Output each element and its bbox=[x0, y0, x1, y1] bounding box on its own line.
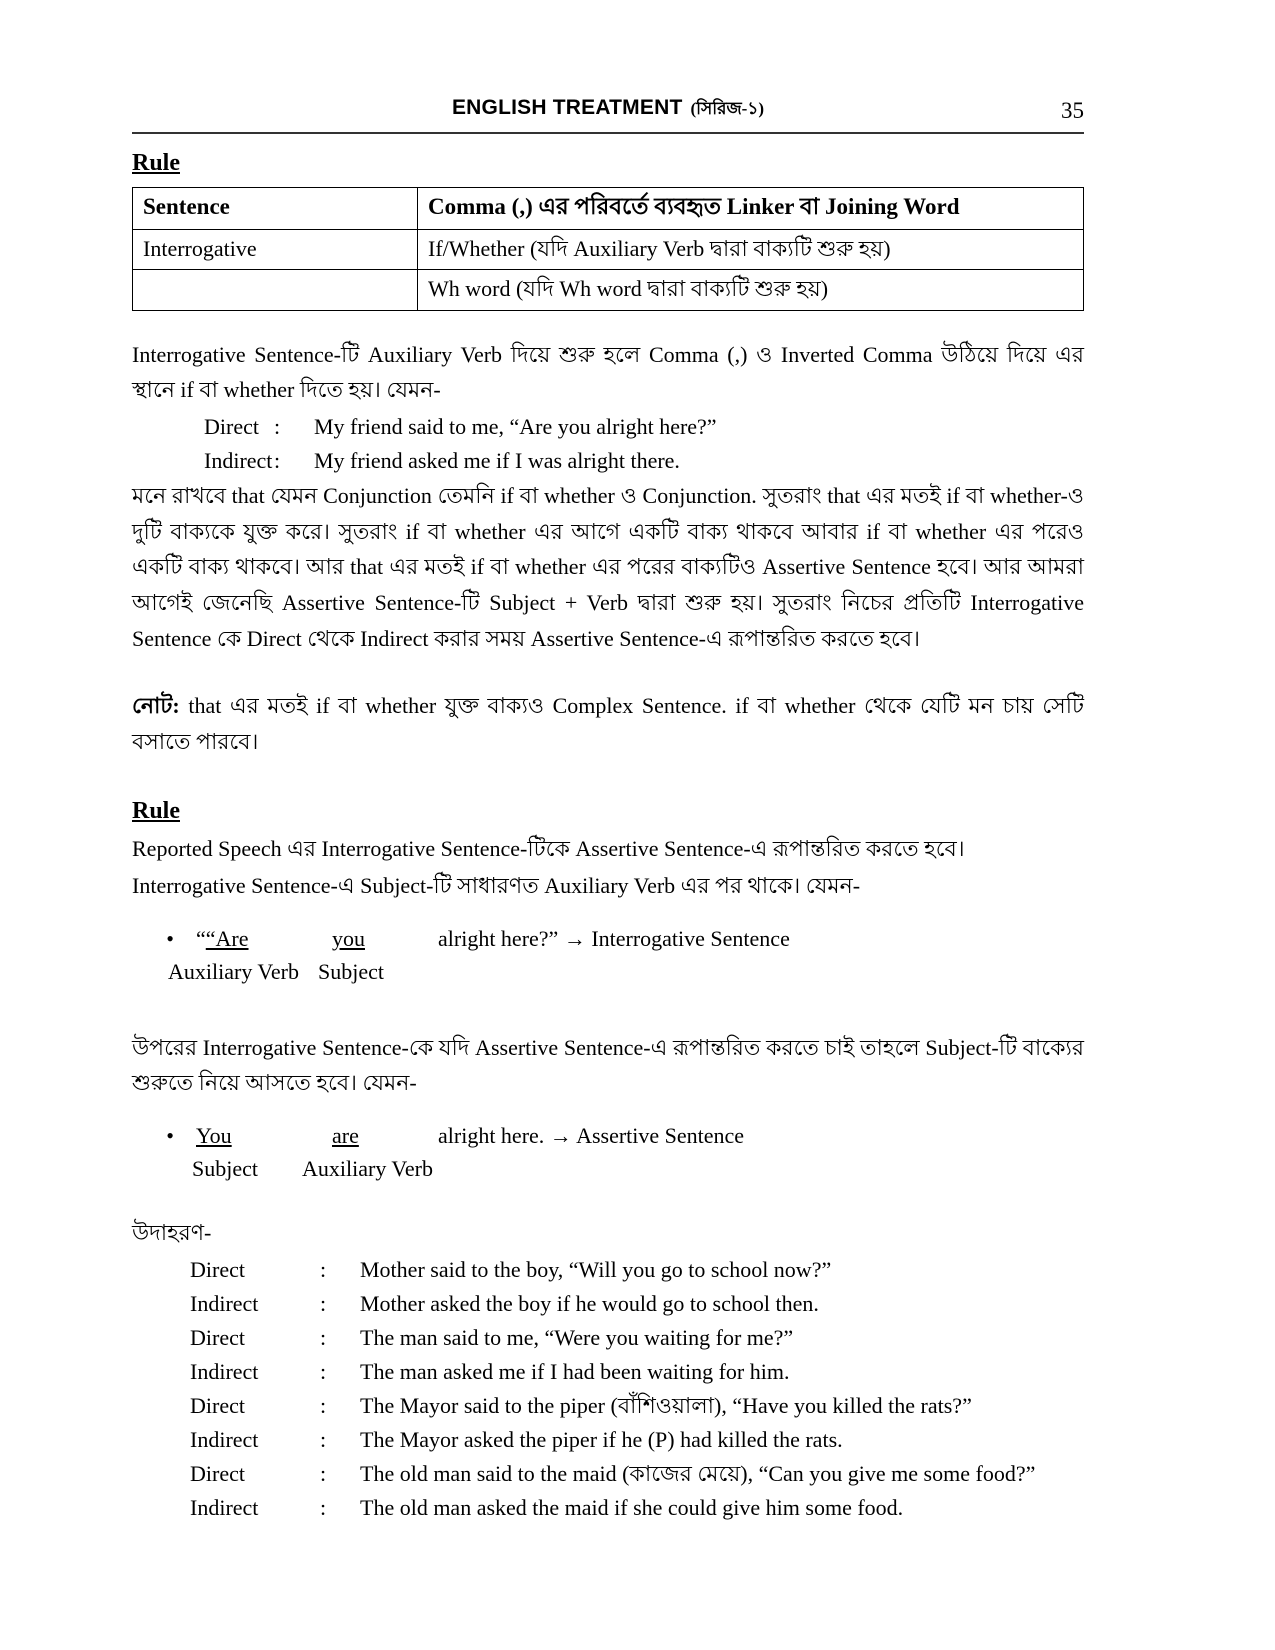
examples-heading: উদাহরণ- bbox=[132, 1220, 212, 1246]
rule-2-paragraph-2: Interrogative Sentence-এ Subject-টি সাধারণত Auxiliary Verb এর পর থাকে। যেমন- bbox=[132, 873, 861, 899]
column-header-linker: Comma (,) এর পরিবর্তে ব্যবহৃত Linker বা Joining Word bbox=[418, 188, 1084, 230]
example-colon: : bbox=[274, 414, 281, 439]
bullet-marker: • bbox=[166, 1123, 174, 1149]
example-row bbox=[132, 444, 1084, 478]
example-text: My friend said to me, “Are you alright here?” bbox=[314, 414, 717, 439]
example-label: Direct bbox=[190, 1256, 245, 1282]
example-label: Indirect bbox=[190, 1495, 259, 1521]
note-label: নোট: bbox=[132, 693, 180, 719]
example-text: The man said to me, “Were you waiting for me?” bbox=[360, 1324, 794, 1350]
example-colon: : bbox=[320, 1427, 327, 1453]
cell-linker-wh-word: Wh word (যদি Wh word দ্বারা বাক্যটি শুরু হয়) bbox=[418, 270, 1084, 311]
example-text: My friend asked me if I was alright there. bbox=[314, 448, 680, 474]
example-label: Indirect bbox=[190, 1358, 259, 1384]
spacer bbox=[132, 1185, 1084, 1215]
example-row bbox=[132, 1355, 1084, 1389]
bullet-part-1: ““Are bbox=[196, 925, 249, 951]
example-text: The man asked me if I had been waiting for him. bbox=[360, 1358, 790, 1384]
bullet-part-2: are bbox=[332, 1123, 359, 1149]
example-colon: : bbox=[320, 1358, 327, 1384]
label-spacer bbox=[132, 1152, 192, 1185]
example-text: Mother said to the boy, “Will you go to school now?” bbox=[360, 1256, 832, 1282]
bullet-line bbox=[132, 922, 1084, 955]
bullet-label-1: Subject bbox=[192, 1156, 258, 1182]
example-row bbox=[132, 1423, 1084, 1457]
column-header-sentence: Sentence bbox=[133, 188, 418, 230]
note-text: that এর মতই if বা whether যুক্ত বাক্যও Complex Sentence. if বা whether থেকে যেটি মন চায় সেটি বসাতে পারবে। bbox=[132, 693, 1084, 754]
bullet-label-2: Subject bbox=[318, 958, 384, 984]
header-divider bbox=[132, 132, 1084, 134]
example-row bbox=[132, 1287, 1084, 1321]
example-colon: : bbox=[320, 1495, 327, 1521]
bullet-part-1-text: “Are bbox=[205, 925, 249, 951]
example-row bbox=[132, 1321, 1084, 1355]
example-text: The Mayor asked the piper if he (P) had killed the rats. bbox=[360, 1427, 843, 1453]
cell-sentence-type: Interrogative bbox=[133, 229, 418, 270]
bullet-label-2: Auxiliary Verb bbox=[302, 1156, 433, 1182]
example-colon: : bbox=[320, 1393, 327, 1419]
cell-sentence-type-continued bbox=[133, 270, 418, 311]
page-number: 35 bbox=[1061, 98, 1084, 123]
example-text: The Mayor said to the piper (বাঁশিওয়ালা), “Have you killed the rats?” bbox=[360, 1393, 972, 1419]
example-label: Indirect bbox=[190, 1427, 259, 1453]
book-title: ENGLISH TREATMENT bbox=[451, 96, 683, 119]
rule-1-note bbox=[132, 688, 1084, 759]
running-head bbox=[132, 96, 1084, 130]
example-colon: : bbox=[320, 1324, 327, 1350]
bullet-label-line bbox=[132, 1152, 1084, 1185]
spacer bbox=[132, 906, 1084, 922]
bullet-line bbox=[132, 1119, 1084, 1152]
example-colon: : bbox=[320, 1290, 327, 1316]
example-colon: : bbox=[274, 448, 281, 474]
bullet-label-1: Auxiliary Verb bbox=[168, 958, 299, 984]
example-text: Mother asked the boy if he would go to school then. bbox=[360, 1290, 819, 1316]
rule-1-examples bbox=[132, 410, 1084, 478]
cell-linker-if-whether: If/Whether (যদি Auxiliary Verb দ্বারা বাক্যটি শুরু হয়) bbox=[418, 229, 1084, 270]
book-series: (সিরিজ-১) bbox=[690, 99, 765, 118]
example-row bbox=[132, 1457, 1084, 1491]
example-text: The old man asked the maid if she could give him some food. bbox=[360, 1495, 904, 1521]
bullet-part-1: You bbox=[196, 1123, 232, 1149]
spacer bbox=[132, 1103, 1084, 1119]
bullet-label-line bbox=[132, 955, 1084, 988]
example-row bbox=[132, 1253, 1084, 1287]
table-header-row bbox=[133, 188, 1084, 230]
rule-1-paragraph: Interrogative Sentence-টি Auxiliary Verb দিয়ে শুরু হলে Comma (,) ও Inverted Comma উঠিয়ে দিয়ে এর স্থানে if বা whether দিতে হয়। যেমন- bbox=[132, 341, 1084, 403]
example-label: Indirect bbox=[190, 1290, 259, 1316]
example-row bbox=[132, 1389, 1084, 1423]
rule-2-paragraph-1: Reported Speech এর Interrogative Sentence-টিকে Assertive Sentence-এ রূপান্তরিত করতে হবে। bbox=[132, 835, 965, 861]
bullet-example-assertive bbox=[132, 1119, 1084, 1185]
table-row bbox=[133, 229, 1084, 270]
example-label: Indirect bbox=[204, 448, 273, 474]
bullet-part-3: alright here. → Assertive Sentence bbox=[438, 1123, 745, 1149]
rule-2-paragraph-3: উপরের Interrogative Sentence-কে যদি Assertive Sentence-এ রূপান্তরিত করতে চাই তাহলে Subject-টি বাক্যের শুরুতে নিয়ে আসতে হবে। যেমন- bbox=[132, 1034, 1084, 1096]
rule-1-heading: Rule bbox=[132, 150, 180, 176]
example-colon: : bbox=[320, 1461, 327, 1487]
rule-1-explanation: মনে রাখবে that যেমন Conjunction তেমনি if বা whether ও Conjunction. সুতরাং that এর মতই if বা whether-ও দুটি বাক্যকে যুক্ত করে। সুতরাং if বা whether এর আগে একটি বাক্য থাকবে আবার if বা whether এর পরেও একটি বাক্য থাকবে। আর that এর মতই if বা whether এর পরের বাক্যটিও Assertive Sentence হবে। আর আমরা আগেই জেনেছি Assertive Sentence-টি Subject + Verb দ্বারা শুরু হয়। সুতরাং নিচের প্রতিটি Interrogative Sentence কে Direct থেকে Indirect করার সময় Assertive Sentence-এ রূপান্তরিত করতে হবে। bbox=[132, 483, 1084, 651]
example-label: Direct bbox=[190, 1461, 245, 1487]
rule-1-heading-wrap bbox=[132, 144, 1084, 183]
table-row bbox=[133, 270, 1084, 311]
label-spacer bbox=[132, 955, 168, 988]
examples-list bbox=[132, 1253, 1084, 1526]
linker-table bbox=[132, 187, 1084, 311]
spacer bbox=[132, 762, 1084, 792]
rule-2-heading: Rule bbox=[132, 797, 180, 824]
example-row bbox=[132, 1491, 1084, 1525]
example-label: Direct bbox=[190, 1324, 245, 1350]
bullet-marker: • bbox=[166, 925, 174, 951]
rule-2-heading-wrap bbox=[132, 792, 1084, 831]
example-text: The old man said to the maid (কাজের মেয়ে), “Can you give me some food?” bbox=[360, 1461, 1036, 1487]
bullet-example-interrogative bbox=[132, 922, 1084, 988]
bullet-part-2: you bbox=[332, 925, 365, 951]
page-content bbox=[132, 96, 1084, 1525]
bullet-part-3: alright here?” → Interrogative Sentence bbox=[438, 925, 790, 951]
example-row bbox=[132, 410, 1084, 444]
example-label: Direct bbox=[204, 414, 259, 439]
example-label: Direct bbox=[190, 1393, 245, 1419]
example-colon: : bbox=[320, 1256, 327, 1282]
spacer bbox=[132, 658, 1084, 688]
spacer bbox=[132, 988, 1084, 1030]
